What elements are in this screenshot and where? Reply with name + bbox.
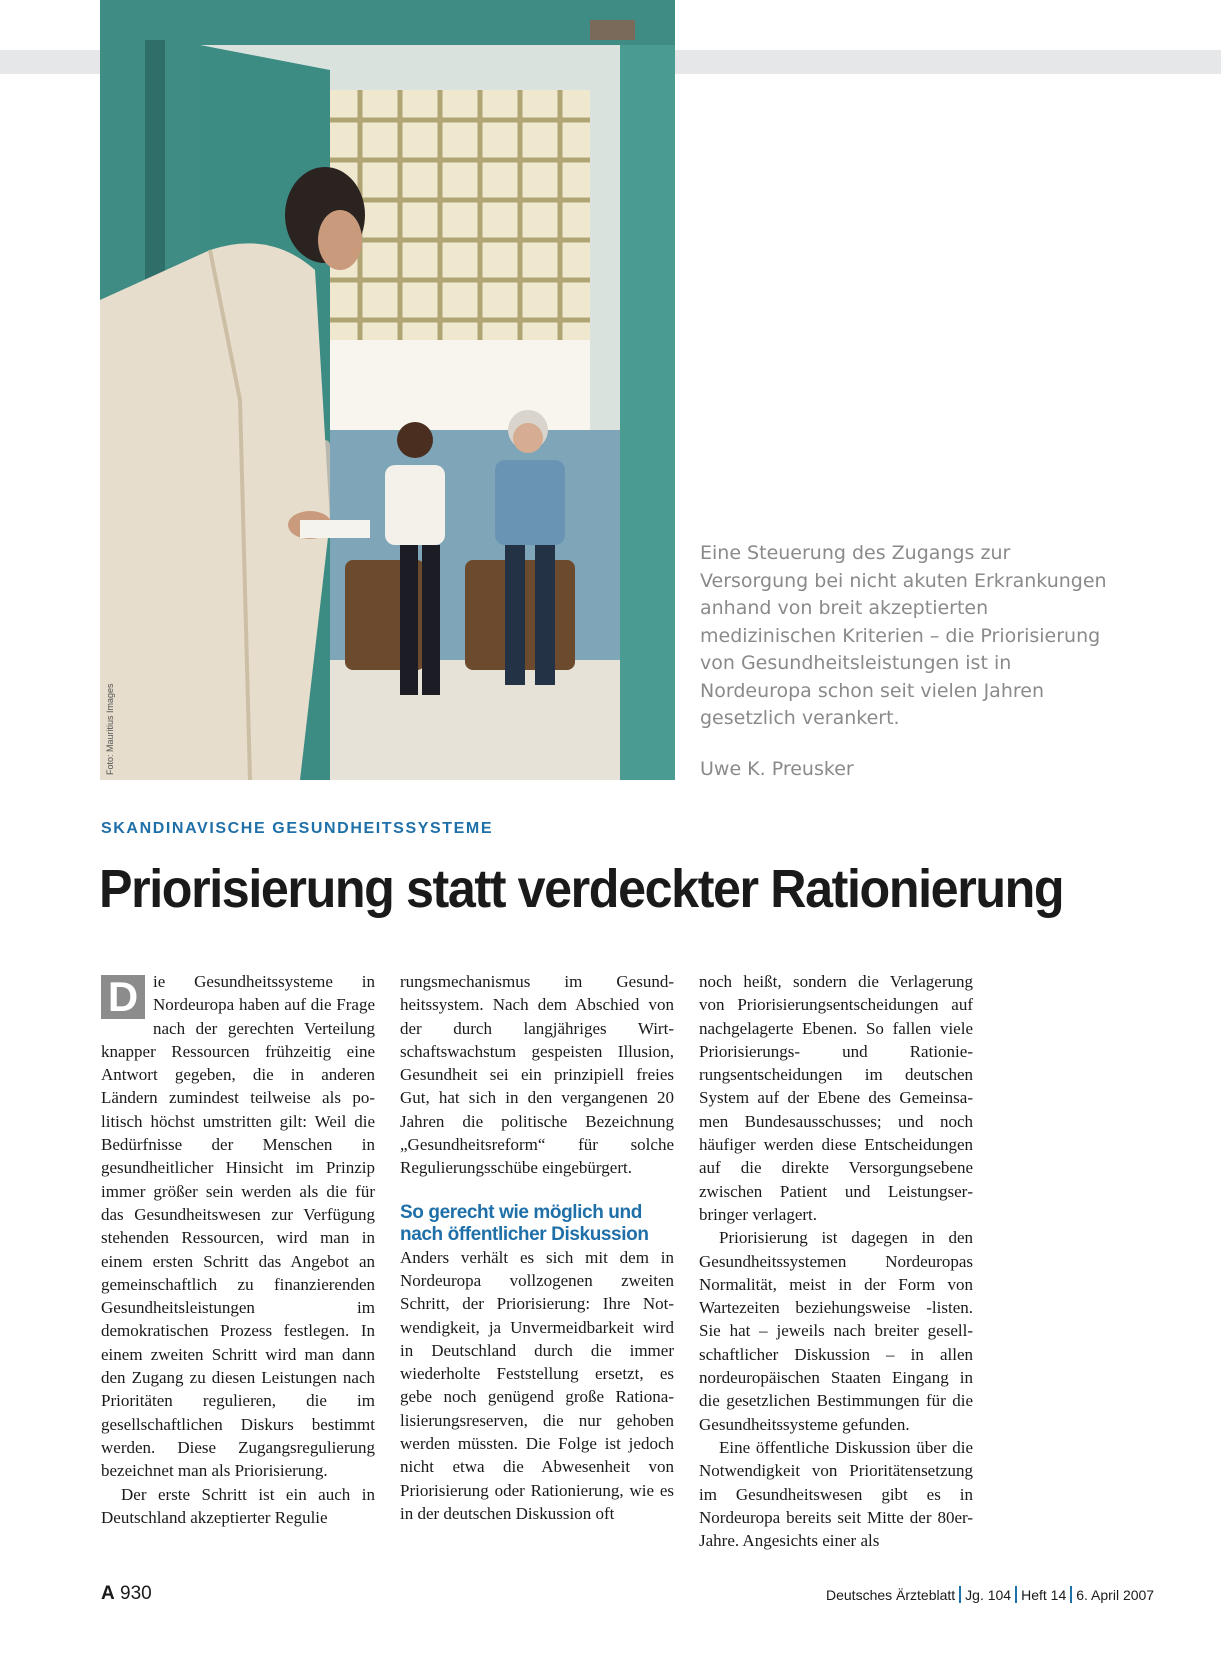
issue: Heft 14	[1021, 1587, 1067, 1603]
paragraph: Anders verhält es sich mit dem in Nordeuropa vollzogenen zweiten Schritt, der Priorisierung: Ihre Notwendigkeit, ja Unvermeidbarkeit wird in Deutschland durch die immer wiederholte Feststellung ersetzt, es gebe noch genügend große Rationalisierungsreserven, die nur gehoben werden müssten. Die Folge ist jedoch nicht etwa die Abwesenheit von Priorisierung oder Rationierung, wie es in der deutschen Diskussion oft	[400, 1247, 674, 1523]
article-headline: Priorisierung statt verdeckter Rationierung	[99, 859, 1064, 919]
article-kicker: SKANDINAVISCHE GESUNDHEITSSYSTEME	[101, 820, 494, 837]
body-column-1	[101, 970, 375, 1529]
footer-publication-info	[826, 1586, 1154, 1603]
photo-credit: Foto: Mauritius Images	[105, 683, 115, 775]
page-number	[101, 1583, 152, 1605]
volume: Jg. 104	[965, 1587, 1012, 1603]
article-photo	[100, 0, 675, 780]
separator	[1070, 1586, 1072, 1603]
separator	[959, 1586, 961, 1603]
body-column-3	[699, 970, 973, 1552]
journal-name: Deutsches Ärzteblatt	[826, 1587, 956, 1603]
paragraph: rungsmechanismus im Gesundheitssystem. Nach dem Abschied von der durch langjähriges Wirtschaftswachstum gespeisten Illusion, Gesundheit sei ein prinzipiell freies Gut, hat sich in den vergangenen 20 Jahren die politische Bezeichnung „Gesundheitsreform“ für solche Regulierungsschübe eingebürgert.	[400, 972, 674, 1178]
paragraph-text: ie Gesundheitssysteme in Nordeuropa haben auf die Frage nach der gerechten Verteilung knapper Ressourcen frühzeitig eine Antwort gegeben, die in anderen Ländern zumindest teilweise als politisch höchst umstritten gilt: Weil die Bedürfnisse der Menschen in gesundheitlicher Hinsicht im Prinzip immer größer sein werden als die für das Gesundheitswesen zur Verfügung stehenden Ressourcen, wird man in einem ersten Schritt das Angebot an gemeinschaftlich zu finanzierenden Gesundheitsleistungen im demokratischen Prozess festlegen. In einem zweiten Schritt wird man dann den Zugang zu diesen Leistungen nach Prioritäten regulieren, die im gesellschaftlichen Diskurs bestimmt werden. Diese Zugangsregulierung bezeichnet man als Priorisierung.	[101, 972, 375, 1481]
subheading: So gerecht wie möglich und nach öffentlicher Diskussion	[400, 1201, 649, 1245]
paragraph	[101, 970, 375, 1483]
body-column-2	[400, 970, 674, 1525]
paragraph: Priorisierung ist dagegen in den Gesundheitssystemen Nordeuropas Normalität, meist in der Form von Wartezeiten beziehungsweise -listen. Sie hat – jeweils nach breiter gesellschaftlicher Diskussion – in allen nordeuropäischen Staaten Eingang in die gesetzlichen Bestimmungen für die Gesundheitssysteme gefunden.	[699, 1228, 973, 1434]
paragraph: Der erste Schritt ist ein auch in Deutschland akzeptierter Regulie	[101, 1484, 375, 1527]
issue-date: 6. April 2007	[1076, 1587, 1155, 1603]
paragraph: Eine öffentliche Diskussion über die Notwendigkeit von Prioritätensetzung im Gesundheitswesen gibt es in Nordeuropa bereits seit Mitte der 80er-Jahre. Angesichts einer als	[699, 1437, 973, 1551]
page-prefix: A	[101, 1583, 115, 1604]
intro-teaser: Eine Steuerung des Zugangs zur Versorgung bei nicht akuten Erkrankungen anhand von breit akzeptierten medizinischen Kriterien – die Priorisierung von Gesundheitsleistungen ist in Nordeuropa schon seit vielen Jahren gesetzlich verankert.	[700, 542, 1107, 729]
waiting-room-illustration	[100, 0, 675, 780]
separator	[1015, 1586, 1017, 1603]
drop-cap: D	[101, 975, 145, 1019]
paragraph: noch heißt, sondern die Verlagerung von Priorisierungsentscheidungen auf nachgelagerte Ebenen. So fallen viele Priorisierungs- und Rationierungsentscheidungen im deutschen System auf der Ebene des Gemeinsamen Bundesausschusses; und noch häufiger werden diese Entscheidungen auf die direkte Versorgungsebene zwischen Patient und Leistungserbringer verlagert.	[699, 972, 973, 1224]
author-name: Uwe K. Preusker	[700, 758, 854, 780]
page-number-value: 930	[120, 1583, 152, 1604]
